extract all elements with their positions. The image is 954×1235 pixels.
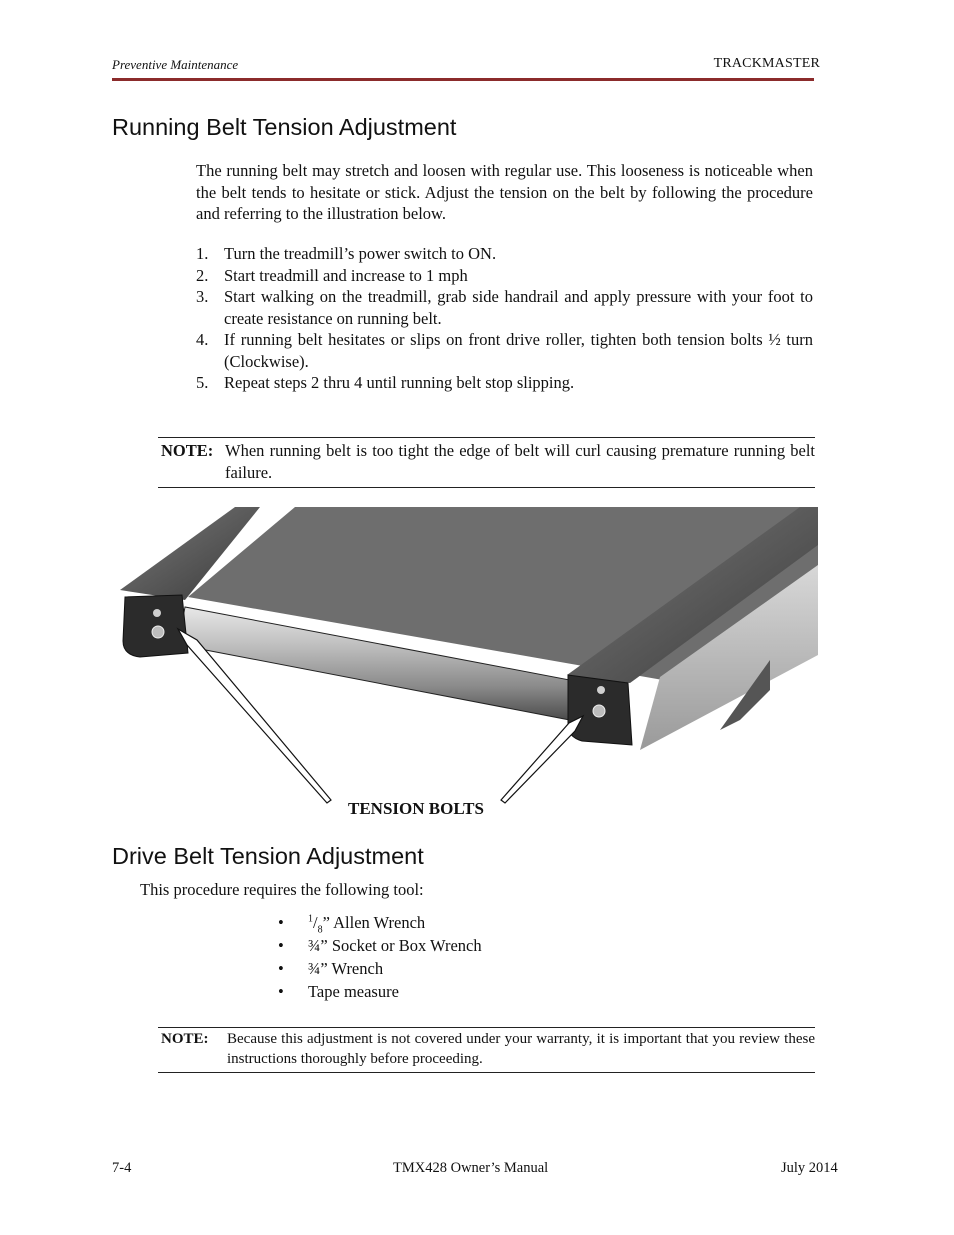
step-number: 1. — [196, 244, 209, 263]
tool-text: ¾” Socket or Box Wrench — [308, 936, 482, 955]
step-number: 2. — [196, 265, 209, 285]
list-item — [278, 936, 482, 959]
bolt-icon — [597, 686, 605, 694]
step-item — [196, 372, 813, 394]
note-label: NOTE: — [161, 441, 214, 460]
publication-date: July 2014 — [781, 1160, 838, 1176]
list-item — [278, 913, 482, 936]
running-belt-note — [158, 437, 815, 488]
note-text: Because this adjustment is not covered under your warranty, it is important that you review these instructions thoroughly before proceeding. — [227, 1031, 815, 1067]
list-item — [278, 959, 482, 982]
running-belt-intro: The running belt may stretch and loosen with regular use. This looseness is noticeable when the belt tends to hesitate or stick. Adjust the tension on the belt by following the procedure and referring to the illustration below. — [196, 161, 813, 223]
note-label: NOTE: — [161, 1031, 209, 1047]
bolt-icon — [153, 609, 161, 617]
fraction-numerator: 1 — [308, 913, 313, 925]
step-text: Start walking on the treadmill, grab side handrail and apply pressure with your foot to create resistance on running belt. — [224, 287, 813, 328]
note-text: When running belt is too tight the edge of belt will curl causing premature running belt failure. — [225, 441, 815, 482]
right-arrow — [501, 716, 583, 803]
step-item — [196, 329, 813, 372]
manual-title: TMX428 Owner’s Manual — [393, 1160, 549, 1176]
step-text: If running belt hesitates or slips on front drive roller, tighten both tension bolts ½ turn (Clockwise). — [224, 330, 813, 371]
drive-belt-heading: Drive Belt Tension Adjustment — [112, 843, 424, 869]
step-text: Start treadmill and increase to 1 mph — [224, 265, 468, 285]
tool-text: Tape measure — [308, 982, 399, 1001]
bullet: • — [278, 936, 284, 955]
bullet: • — [278, 959, 284, 978]
drive-belt-note — [158, 1027, 815, 1073]
page-number: 7-4 — [112, 1160, 132, 1176]
step-text: Turn the treadmill’s power switch to ON. — [224, 244, 497, 263]
running-belt-steps — [196, 243, 813, 394]
fraction-denominator: 8 — [317, 924, 323, 936]
step-number: 3. — [196, 287, 209, 306]
bolt-icon — [593, 705, 605, 717]
step-text: Repeat steps 2 thru 4 until running belt stop slipping. — [224, 373, 575, 392]
running-belt-heading: Running Belt Tension Adjustment — [112, 114, 457, 140]
tool-list — [278, 913, 482, 1005]
tool-text: ” Allen Wrench — [322, 913, 426, 932]
bullet: • — [278, 913, 284, 932]
bolt-icon — [152, 626, 164, 638]
step-number: 4. — [196, 330, 209, 349]
tool-allen-wrench: $^1/_8$” Allen Wrench — [308, 913, 426, 936]
tension-bolts-label: TENSION BOLTS — [348, 799, 484, 818]
header-rule — [112, 78, 814, 81]
running-header-brand: TRACKMASTER — [713, 56, 820, 71]
bullet: • — [278, 982, 284, 1001]
step-item — [196, 243, 813, 265]
step-item — [196, 265, 813, 287]
tool-text: ¾” Wrench — [308, 959, 384, 978]
step-item — [196, 286, 813, 329]
step-number: 5. — [196, 373, 209, 392]
drive-belt-intro: This procedure requires the following tool: — [140, 880, 424, 899]
treadmill-illustration — [120, 505, 818, 805]
running-header-section: Preventive Maintenance — [112, 57, 239, 72]
list-item — [278, 982, 482, 1005]
